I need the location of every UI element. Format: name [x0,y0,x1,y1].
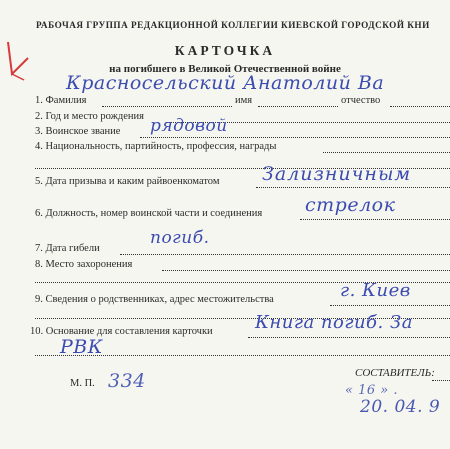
field-draft-label: 5. Дата призыва и каким райвоенкоматом [35,176,220,187]
field-death-label: 7. Дата гибели [35,243,100,254]
field-birth-label: 2. Год и место рождения [35,111,144,122]
handwritten-full-name: Красносельский Анатолий Ва [66,72,385,94]
handwritten-rank: рядовой [150,116,228,136]
handwritten-day: « 16 » . [345,383,398,398]
handwritten-death-date: погиб. [150,228,210,248]
card-title: КАРТОЧКА [174,43,276,58]
field-position-label: 6. Должность, номер воинской части и соединения [35,208,263,219]
handwritten-date: 20. 04. 9 [360,397,441,417]
handwritten-draft-office: Зализничным [262,163,412,185]
handwritten-basis: Книга погиб. За [255,312,413,333]
field-relatives-label: 9. Сведения о родственниках, адрес местожительства [35,294,274,305]
field-nationality-label: 4. Национальность, партийность, профессия, награды [35,141,277,152]
stamp-place-label: М. П. [70,378,95,389]
field-patronymic-label: отчество [341,95,381,106]
field-burial-label: 8. Место захоронения [35,259,133,270]
field-basis-label: 10. Основание для составления карточки [30,326,213,337]
field-name-label: имя [235,95,253,106]
handwritten-stamp-number: 334 [108,370,146,392]
handwritten-position: стрелок [305,194,396,216]
field-rank-label: 3. Воинское звание [35,126,121,137]
handwritten-relatives: г. Киев [340,280,411,301]
compiler-label: СОСТАВИТЕЛЬ: [355,367,435,379]
field-surname-label: 1. Фамилия [35,95,87,106]
handwritten-basis-continued: РВК [60,336,103,358]
card-subtitle: на погибшего в Великой Отечественной войне [109,63,341,75]
card-header: РАБОЧАЯ ГРУППА РЕДАКЦИОННОЙ КОЛЛЕГИИ КИЕВСКОЙ ГОРОДСКОЙ КНИ [36,20,430,30]
